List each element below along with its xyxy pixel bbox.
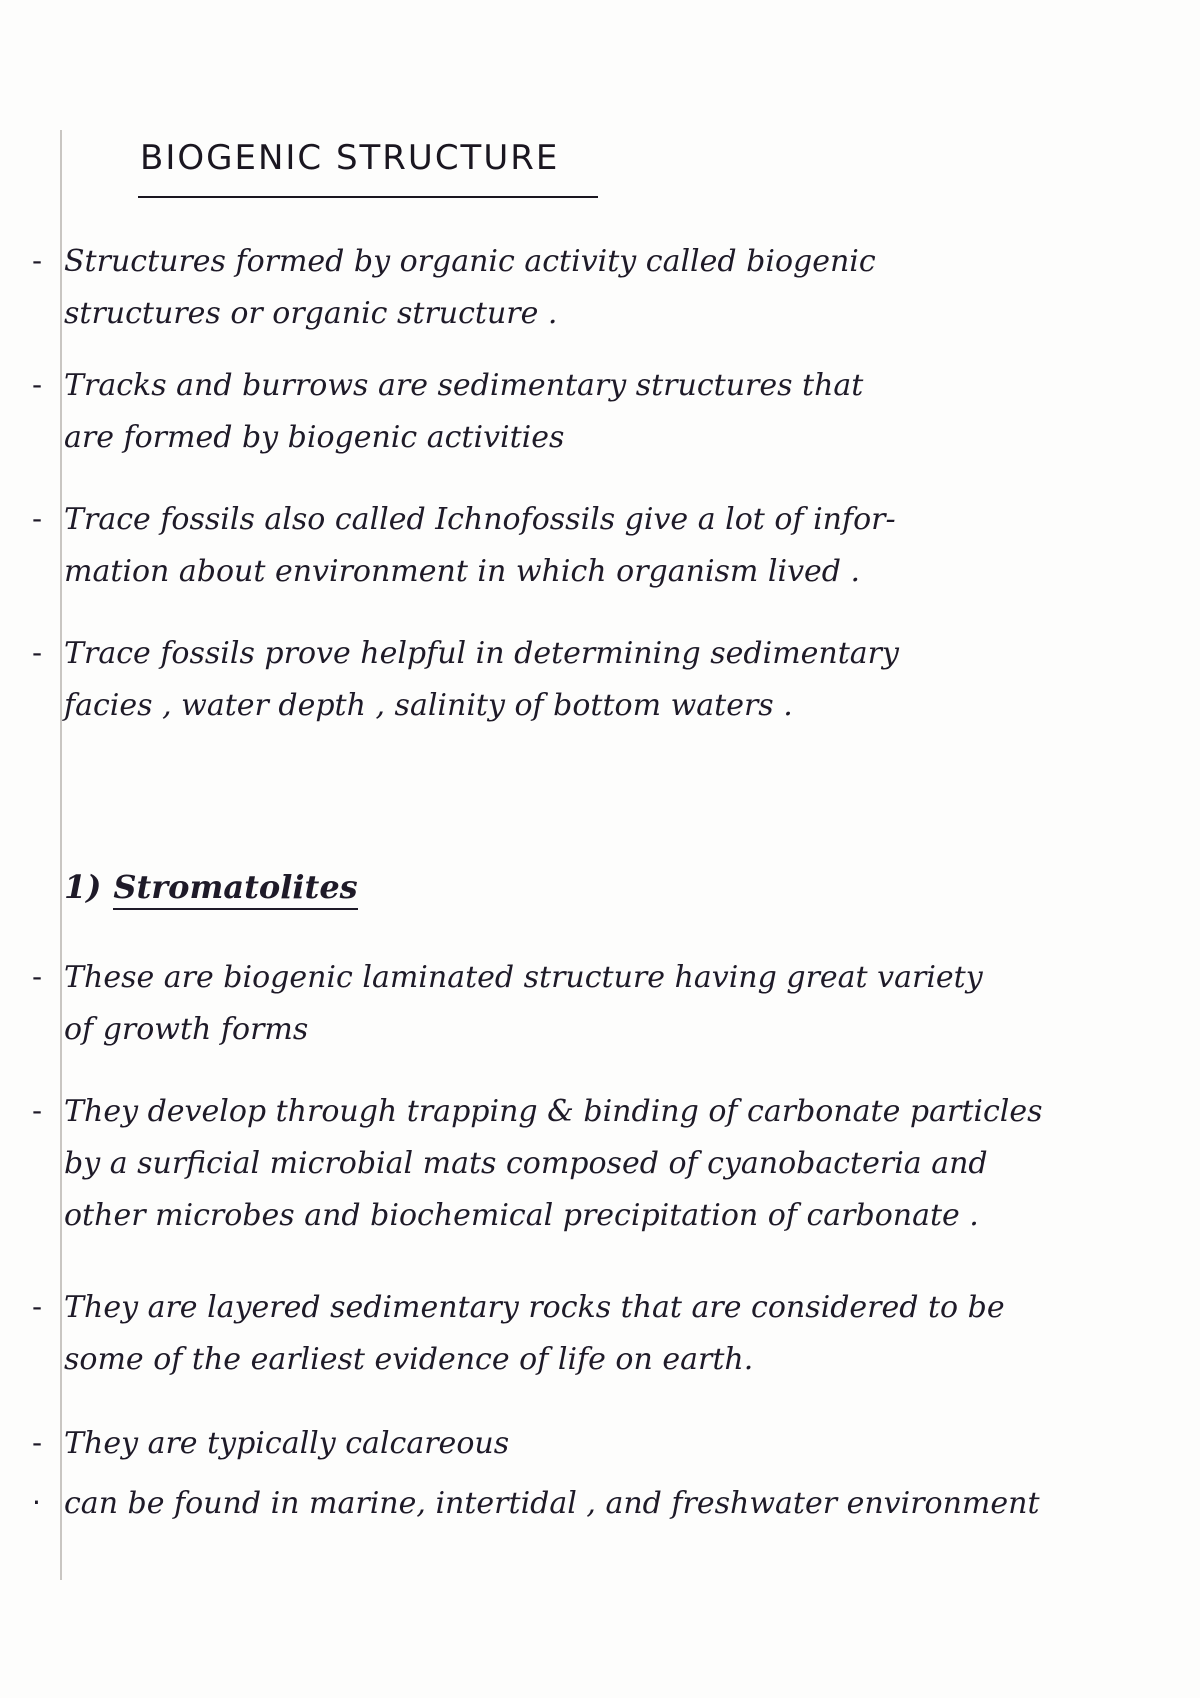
- section-bullet-4: [64, 1418, 1164, 1470]
- bullet-line: of growth forms: [64, 1012, 309, 1047]
- title-underline: [138, 196, 598, 198]
- bullet-marker: -: [32, 960, 43, 993]
- bullet-line: They are typically calcareous: [64, 1426, 510, 1461]
- bullet-line: Structures formed by organic activity called biogenic: [64, 244, 876, 279]
- bullet-line: by a surficial microbial mats composed of cyanobacteria and: [64, 1146, 988, 1181]
- section-bullet-5: [64, 1478, 1164, 1530]
- bullet-line: mation about environment in which organism lived .: [64, 554, 861, 589]
- bullet-line: They are layered sedimentary rocks that are considered to be: [64, 1290, 1005, 1325]
- section-number: 1): [64, 868, 102, 906]
- bullet-marker: -: [32, 1426, 43, 1459]
- bullet-marker: -: [32, 1290, 43, 1323]
- bullet-line: structures or organic structure .: [64, 296, 558, 331]
- bullet-line: facies , water depth , salinity of bottom waters .: [64, 688, 793, 723]
- bullet-marker: -: [32, 368, 43, 401]
- intro-bullet-3: [64, 494, 1164, 598]
- bullet-marker: -: [32, 636, 43, 669]
- bullet-marker: -: [32, 1094, 43, 1127]
- bullet-line: Tracks and burrows are sedimentary structures that: [64, 368, 864, 403]
- intro-bullet-4: [64, 628, 1164, 732]
- section-bullet-1: [64, 952, 1164, 1056]
- intro-bullet-2: [64, 360, 1164, 464]
- bullet-line: They develop through trapping & binding of carbonate particles: [64, 1094, 1043, 1129]
- section-title: Stromatolites: [113, 868, 357, 910]
- bullet-marker: ·: [32, 1486, 41, 1519]
- margin-line: [60, 130, 62, 1580]
- section-bullet-2: [64, 1086, 1164, 1242]
- intro-bullet-1: [64, 236, 1164, 340]
- bullet-line: other microbes and biochemical precipitation of carbonate .: [64, 1198, 979, 1233]
- page-title: BIOGENIC STRUCTURE: [140, 138, 560, 178]
- bullet-line: These are biogenic laminated structure having great variety: [64, 960, 983, 995]
- section-bullet-3: [64, 1282, 1164, 1386]
- bullet-marker: -: [32, 502, 43, 535]
- section-heading: [64, 868, 358, 910]
- bullet-marker: -: [32, 244, 43, 277]
- bullet-line: are formed by biogenic activities: [64, 420, 565, 455]
- bullet-line: Trace fossils prove helpful in determining sedimentary: [64, 636, 899, 671]
- bullet-line: can be found in marine, intertidal , and freshwater environment: [64, 1486, 1040, 1521]
- bullet-line: Trace fossils also called Ichnofossils give a lot of infor-: [64, 502, 896, 537]
- bullet-line: some of the earliest evidence of life on earth.: [64, 1342, 754, 1377]
